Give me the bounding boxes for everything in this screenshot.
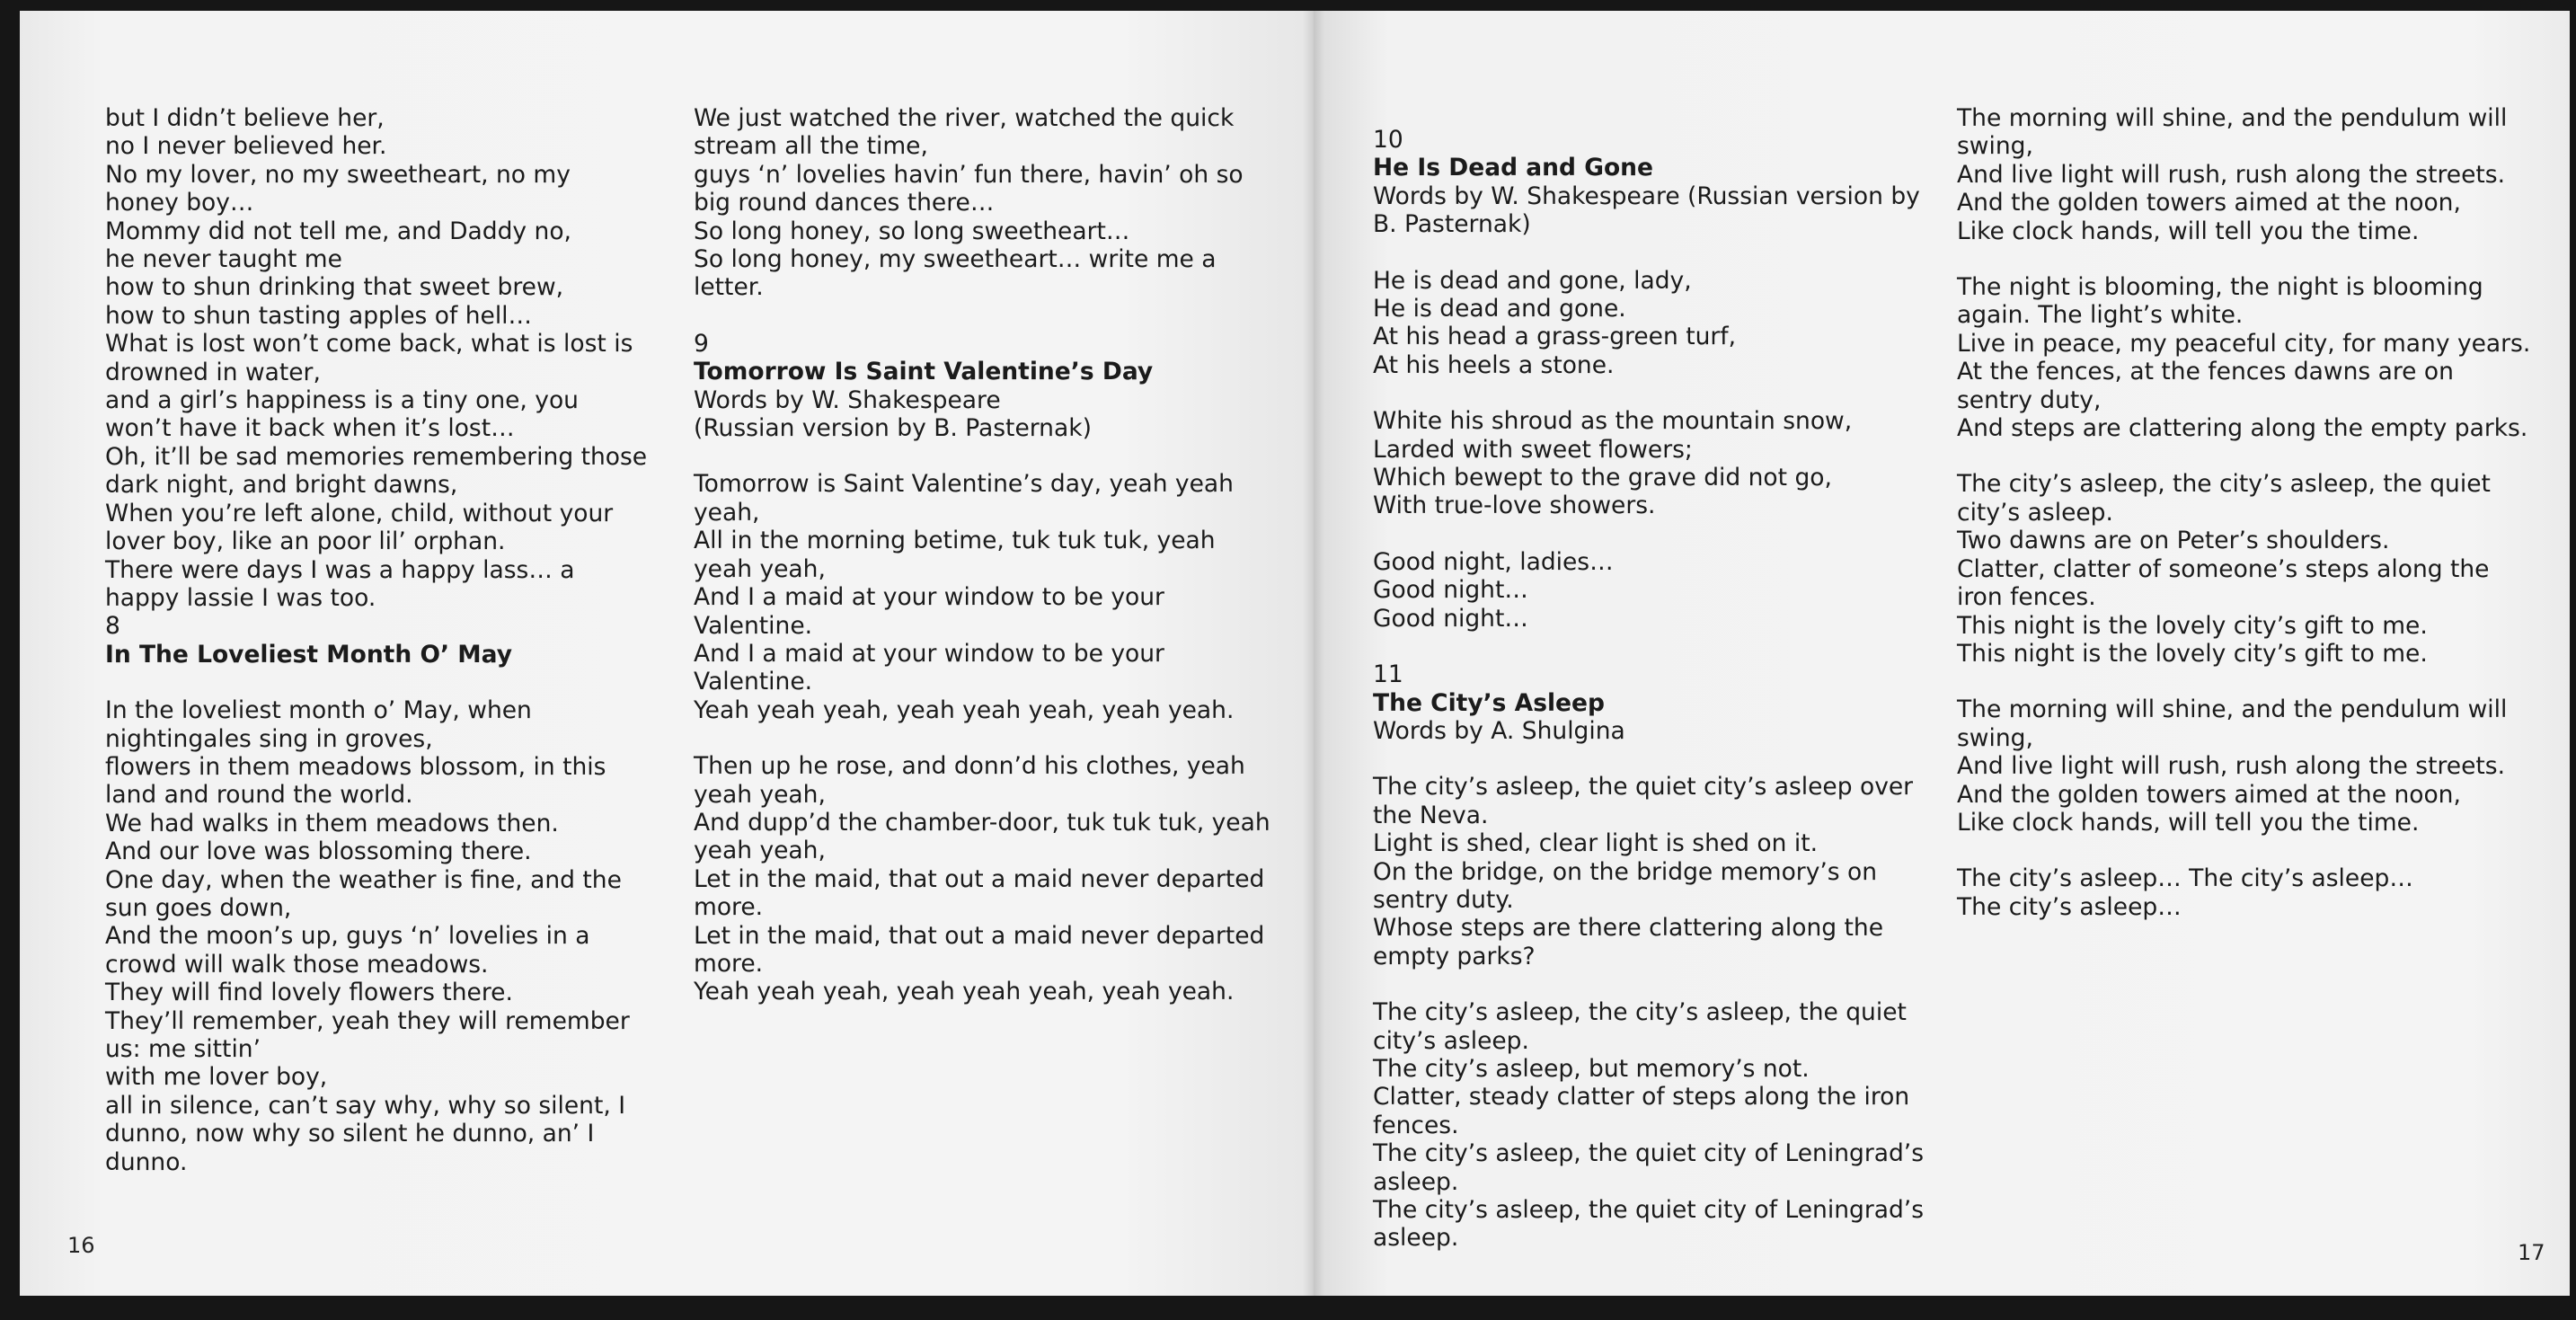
lyric-line: The city’s asleep… The city’s asleep…	[1957, 864, 2413, 893]
song-title: In The Loveliest Month O’ May	[105, 640, 512, 669]
lyric-line: No my lover, no my sweetheart, no my honey boy…	[105, 160, 579, 217]
left-page	[20, 11, 1314, 1296]
stanza-gap	[694, 302, 1278, 330]
lyric-line: Mommy did not tell me, and Daddy no,	[105, 217, 571, 245]
stanza-gap	[1957, 668, 2532, 695]
lyric-line: how to shun drinking that sweet brew,	[105, 273, 564, 302]
lyric-line: Which bewept to the grave did not go,	[1373, 464, 1832, 492]
lyric-line: What is lost won’t come back, what is lost is drowned in water,	[105, 330, 641, 386]
lyric-line: and a girl’s happiness is a tiny one, you won’t have it back when it’s lost…	[105, 386, 587, 443]
song-title: He Is Dead and Gone	[1373, 154, 1654, 182]
song-title: The City’s Asleep	[1373, 688, 1605, 717]
lyric-line: The morning will shine, and the pendulum will swing,	[1957, 695, 2515, 752]
lyric-line: (Russian version by B. Pasternak)	[694, 414, 1092, 443]
book-spine	[1303, 11, 1324, 1296]
lyric-line: At the fences, at the fences dawns are on sentry duty,	[1957, 358, 2462, 414]
lyric-line: This night is the lovely city’s gift to me.	[1957, 611, 2428, 640]
lyric-line: The morning will shine, and the pendulum will swing,	[1957, 104, 2515, 161]
lyric-line: Let in the maid, that out a maid never departed more.	[694, 921, 1272, 978]
lyric-line: And our love was blossoming there.	[105, 837, 532, 866]
lyric-line: And steps are clattering along the empty parks.	[1957, 414, 2528, 443]
page-number-left: 16	[67, 1233, 95, 1258]
lyric-line: We had walks in them meadows then.	[105, 809, 559, 837]
lyric-line: They will find lovely flowers there.	[105, 979, 513, 1007]
lyric-line: At his heels a stone.	[1373, 350, 1615, 379]
lyric-line: And the moon’s up, guys ‘n’ lovelies in a crowd will walk those meadows.	[105, 922, 598, 979]
song-number: 8	[105, 612, 120, 641]
lyric-line: Whose steps are there clattering along the empty parks?	[1373, 914, 1891, 970]
lyric-line: And the golden towers aimed at the noon,	[1957, 189, 2461, 217]
stanza-gap	[105, 669, 651, 696]
lyric-line: So long honey, my sweetheart… write me a letter.	[694, 245, 1224, 302]
lyric-line: All in the morning betime, tuk tuk tuk, yeah yeah yeah,	[694, 527, 1224, 583]
stanza-gap	[1373, 633, 1948, 660]
lyric-line: The city’s asleep, the quiet city of Leningrad’s asleep.	[1373, 1139, 1932, 1196]
lyric-line: White his shroud as the mountain snow,	[1373, 407, 1853, 436]
lyric-line: Words by A. Shulgina	[1373, 716, 1625, 745]
lyric-line: Yeah yeah yeah, yeah yeah yeah, yeah yeah.	[694, 978, 1235, 1006]
stanza-gap	[1957, 245, 2532, 273]
lyric-line: In the loveliest month o’ May, when nightingales sing in groves,	[105, 696, 540, 753]
lyric-line: Oh, it’ll be sad memories remembering those dark night, and bright dawns,	[105, 442, 655, 500]
lyric-line: Clatter, steady clatter of steps along the iron fences.	[1373, 1083, 1917, 1139]
lyric-line: The city’s asleep, but memory’s not.	[1373, 1054, 1810, 1083]
lyric-line: And live light will rush, rush along the streets.	[1957, 160, 2506, 189]
lyric-line: And I a maid at your window to be your Valentine.	[694, 583, 1173, 640]
booklet-spread	[20, 11, 2570, 1296]
lyric-line: And I a maid at your window to be your Valentine.	[694, 639, 1173, 696]
lyric-line: The city’s asleep, the quiet city’s asleep over the Neva.	[1373, 773, 1921, 829]
stanza-gap	[1373, 239, 1948, 267]
song-title: Tomorrow Is Saint Valentine’s Day	[694, 358, 1154, 386]
song-number: 9	[694, 329, 709, 358]
page-number-right: 17	[2518, 1240, 2545, 1265]
lyric-line: Good night, ladies…	[1373, 547, 1614, 576]
lyric-line: And live light will rush, rush along the streets.	[1957, 752, 2506, 781]
right-page	[1314, 11, 2570, 1296]
stanza-gap	[1373, 379, 1948, 407]
lyric-line: no I never believed her.	[105, 132, 387, 161]
stanza-gap	[1957, 442, 2532, 470]
lyric-line: Two dawns are on Peter’s shoulders.	[1957, 527, 2390, 555]
lyric-line: The night is blooming, the night is blooming again. The light’s white.	[1957, 273, 2492, 330]
lyric-line: And the golden towers aimed at the noon,	[1957, 780, 2461, 809]
stanza-gap	[1957, 837, 2532, 864]
lyric-line: Words by W. Shakespeare	[694, 385, 1001, 414]
lyric-line: Then up he rose, and donn’d his clothes, yeah yeah yeah,	[694, 752, 1253, 809]
lyric-line: all in silence, can’t say why, why so silent, I dunno, now why so silent he dunno, an’ I dunno.	[105, 1091, 633, 1176]
lyric-line: Words by W. Shakespeare (Russian version by B. Pasternak)	[1373, 182, 1928, 239]
lyric-line: The city’s asleep, the city’s asleep, the quiet city’s asleep.	[1957, 470, 2499, 527]
stanza-gap	[1373, 520, 1948, 548]
left-page-column-2	[694, 104, 1278, 1006]
lyric-line: Yeah yeah yeah, yeah yeah yeah, yeah yeah.	[694, 695, 1235, 724]
lyric-line: This night is the lovely city’s gift to me.	[1957, 639, 2428, 668]
lyric-line: Clatter, clatter of someone’s steps along the iron fences.	[1957, 554, 2497, 612]
lyric-line: The city’s asleep, the quiet city of Leningrad’s asleep.	[1373, 1196, 1932, 1253]
lyric-line: He is dead and gone, lady,	[1373, 266, 1692, 295]
lyric-line: And dupp’d the chamber-door, tuk tuk tuk, yeah yeah yeah,	[694, 808, 1279, 865]
lyric-line: Good night…	[1373, 604, 1528, 633]
lyric-line: He is dead and gone.	[1373, 295, 1626, 323]
stanza-gap	[694, 442, 1278, 470]
lyric-line: Tomorrow is Saint Valentine’s day, yeah yeah yeah,	[694, 470, 1242, 527]
song-number: 10	[1373, 126, 1403, 154]
lyric-line: The city’s asleep…	[1957, 892, 2182, 921]
lyric-line: with me lover boy,	[105, 1063, 328, 1092]
lyric-line: One day, when the weather is fine, and the sun goes down,	[105, 865, 630, 922]
lyric-line: he never taught me	[105, 245, 342, 274]
lyric-line: There were days I was a happy lass… a happy lassie I was too.	[105, 555, 582, 612]
lyric-line: guys ‘n’ lovelies havin’ fun there, havin’ oh so big round dances there…	[694, 160, 1252, 217]
lyric-line: Good night…	[1373, 576, 1528, 605]
lyric-line: but I didn’t believe her,	[105, 104, 385, 132]
lyric-line: The city’s asleep, the city’s asleep, the quiet city’s asleep.	[1373, 998, 1915, 1055]
right-page-column-1	[1373, 126, 1948, 1253]
stanza-gap	[1373, 745, 1948, 773]
right-page-column-2	[1957, 104, 2532, 921]
lyric-line: They’ll remember, yeah they will remember us: me sittin’	[105, 1006, 638, 1063]
song-number: 11	[1373, 660, 1403, 689]
lyric-line: Like clock hands, will tell you the time.	[1957, 808, 2420, 837]
lyric-line: So long honey, so long sweetheart…	[694, 217, 1130, 245]
lyric-line: At his head a grass-green turf,	[1373, 323, 1737, 351]
stanza-gap	[694, 724, 1278, 752]
lyric-line: On the bridge, on the bridge memory’s on sentry duty.	[1373, 857, 1885, 914]
lyric-line: We just watched the river, watched the quick stream all the time,	[694, 104, 1242, 161]
lyric-line: flowers in them meadows blossom, in this land and round the world.	[105, 752, 614, 810]
lyric-line: Like clock hands, will tell you the time.	[1957, 217, 2420, 245]
left-page-column-1	[105, 104, 655, 1176]
stanza-gap	[1373, 970, 1948, 998]
lyric-line: Larded with sweet flowers;	[1373, 435, 1693, 464]
lyric-line: Live in peace, my peaceful city, for many years.	[1957, 329, 2531, 358]
lyric-line: how to shun tasting apples of hell…	[105, 301, 533, 330]
lyric-line: When you’re left alone, child, without your lover boy, like an poor lil’ orphan.	[105, 499, 621, 556]
lyric-line: With true-love showers.	[1373, 492, 1656, 520]
lyric-line: Let in the maid, that out a maid never departed more.	[694, 864, 1272, 922]
lyric-line: Light is shed, clear light is shed on it.	[1373, 829, 1819, 858]
